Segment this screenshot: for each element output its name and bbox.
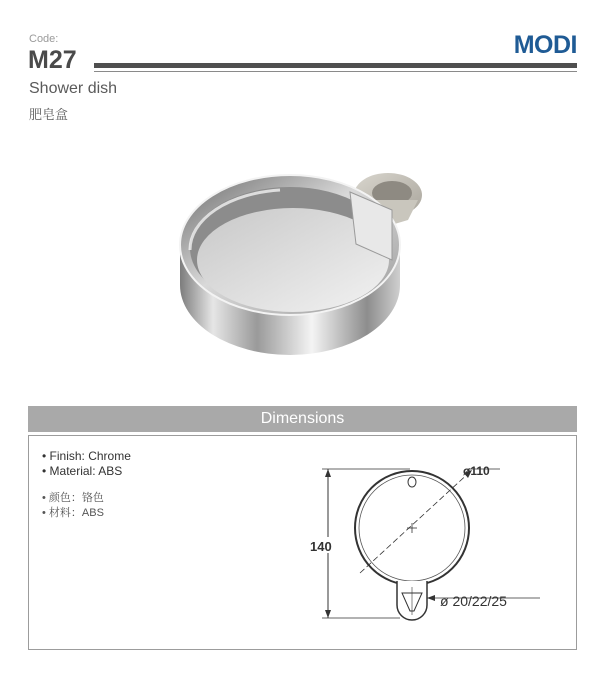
product-name-cn: 肥皂盒 [29, 107, 69, 122]
product-photo [160, 160, 460, 370]
brand-logo: MODI [513, 31, 577, 59]
technical-drawing [300, 455, 570, 635]
diameter-label: ø110 [463, 464, 490, 478]
product-name-en: Shower dish [29, 80, 118, 97]
code-label: Code: [29, 33, 59, 45]
product-code: M27 [28, 46, 77, 74]
spec-material: • Material: ABS [42, 464, 123, 478]
spec-finish: • Finish: Chrome [42, 449, 131, 463]
clamp-diameter-label: ø 20/22/25 [440, 593, 507, 609]
header-rule-thick [94, 63, 577, 68]
spec-material-cn: • 材料：ABS [42, 507, 104, 519]
height-label: 140 [310, 539, 332, 554]
dimensions-header: Dimensions [28, 406, 577, 432]
spec-list [42, 449, 131, 521]
spec-finish-cn: • 颜色：铬色 [42, 492, 104, 504]
header-rule-thin [94, 71, 577, 72]
